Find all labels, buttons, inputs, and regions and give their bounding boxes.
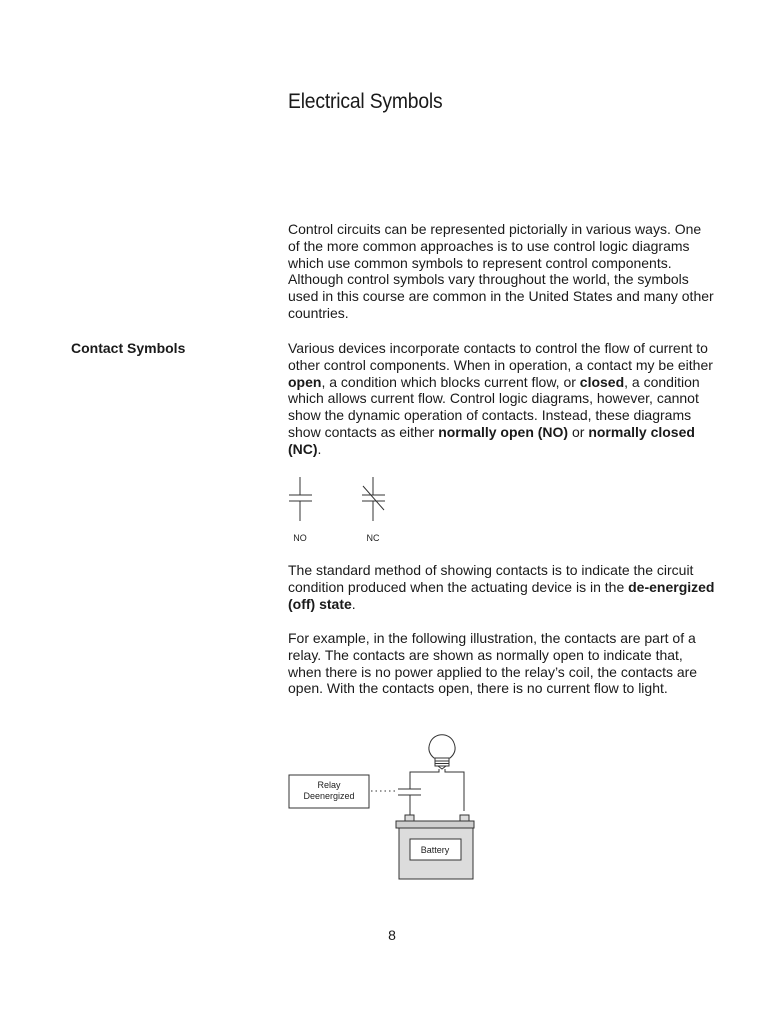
relay-label-line1: Relay bbox=[317, 780, 341, 790]
light-bulb-icon bbox=[429, 735, 455, 769]
relay-label-line2: Deenergized bbox=[303, 791, 355, 801]
contact-symbols-diagram bbox=[285, 475, 395, 547]
text-run: . bbox=[351, 595, 356, 612]
term-de-energized-state: de-energized (off) state bbox=[288, 578, 715, 612]
text-run: . bbox=[317, 440, 322, 457]
text-run: or bbox=[568, 423, 589, 440]
section-heading-contact-symbols: Contact Symbols bbox=[71, 340, 186, 356]
text-run: , a condition which blocks current flow, or bbox=[321, 373, 580, 390]
contact-paragraph bbox=[288, 340, 716, 458]
nc-label: NC bbox=[366, 533, 380, 543]
term-normally-closed: normally closed (NC) bbox=[288, 423, 695, 457]
standard-method-paragraph bbox=[288, 562, 716, 612]
nc-contact-symbol bbox=[362, 477, 385, 521]
example-paragraph: For example, in the following illustration, the contacts are part of a relay. The contacts are shown as normally open to indicate that, when there is no power applied to the relay’s coil, the contacts are open. With the contacts open, there is no current flow to light. bbox=[288, 630, 698, 697]
relay-contact-symbol bbox=[398, 789, 421, 799]
text-run: Various devices incorporate contacts to control the flow of current to other control components. When in operation, a contact my be either bbox=[288, 340, 713, 373]
text-run: , a condition which allows current flow. Control logic diagrams, however, cannot show the dynamic operation of contacts. Instead, these diagrams show contacts as either bbox=[288, 373, 700, 440]
term-closed: closed bbox=[579, 373, 625, 390]
battery-label: Battery bbox=[420, 845, 450, 855]
circuit-wires bbox=[410, 769, 464, 815]
intro-paragraph: Control circuits can be represented pictorially in various ways. One of the more common approaches is to use control logic diagrams which use common symbols to represent control components. Although control symbols vary throughout the world, the symbols used in this course are common in the United States and many other countries. bbox=[288, 221, 714, 321]
no-label: NO bbox=[293, 533, 307, 543]
page-title: Electrical Symbols bbox=[288, 90, 443, 113]
no-contact-symbol bbox=[289, 477, 312, 521]
term-open: open bbox=[288, 373, 322, 390]
page-number: 8 bbox=[388, 927, 396, 943]
relay-circuit-illustration bbox=[284, 728, 484, 884]
term-normally-open: normally open (NO) bbox=[438, 423, 569, 440]
text-run: The standard method of showing contacts is to indicate the circuit condition produced when the actuating device is in the bbox=[288, 562, 694, 595]
